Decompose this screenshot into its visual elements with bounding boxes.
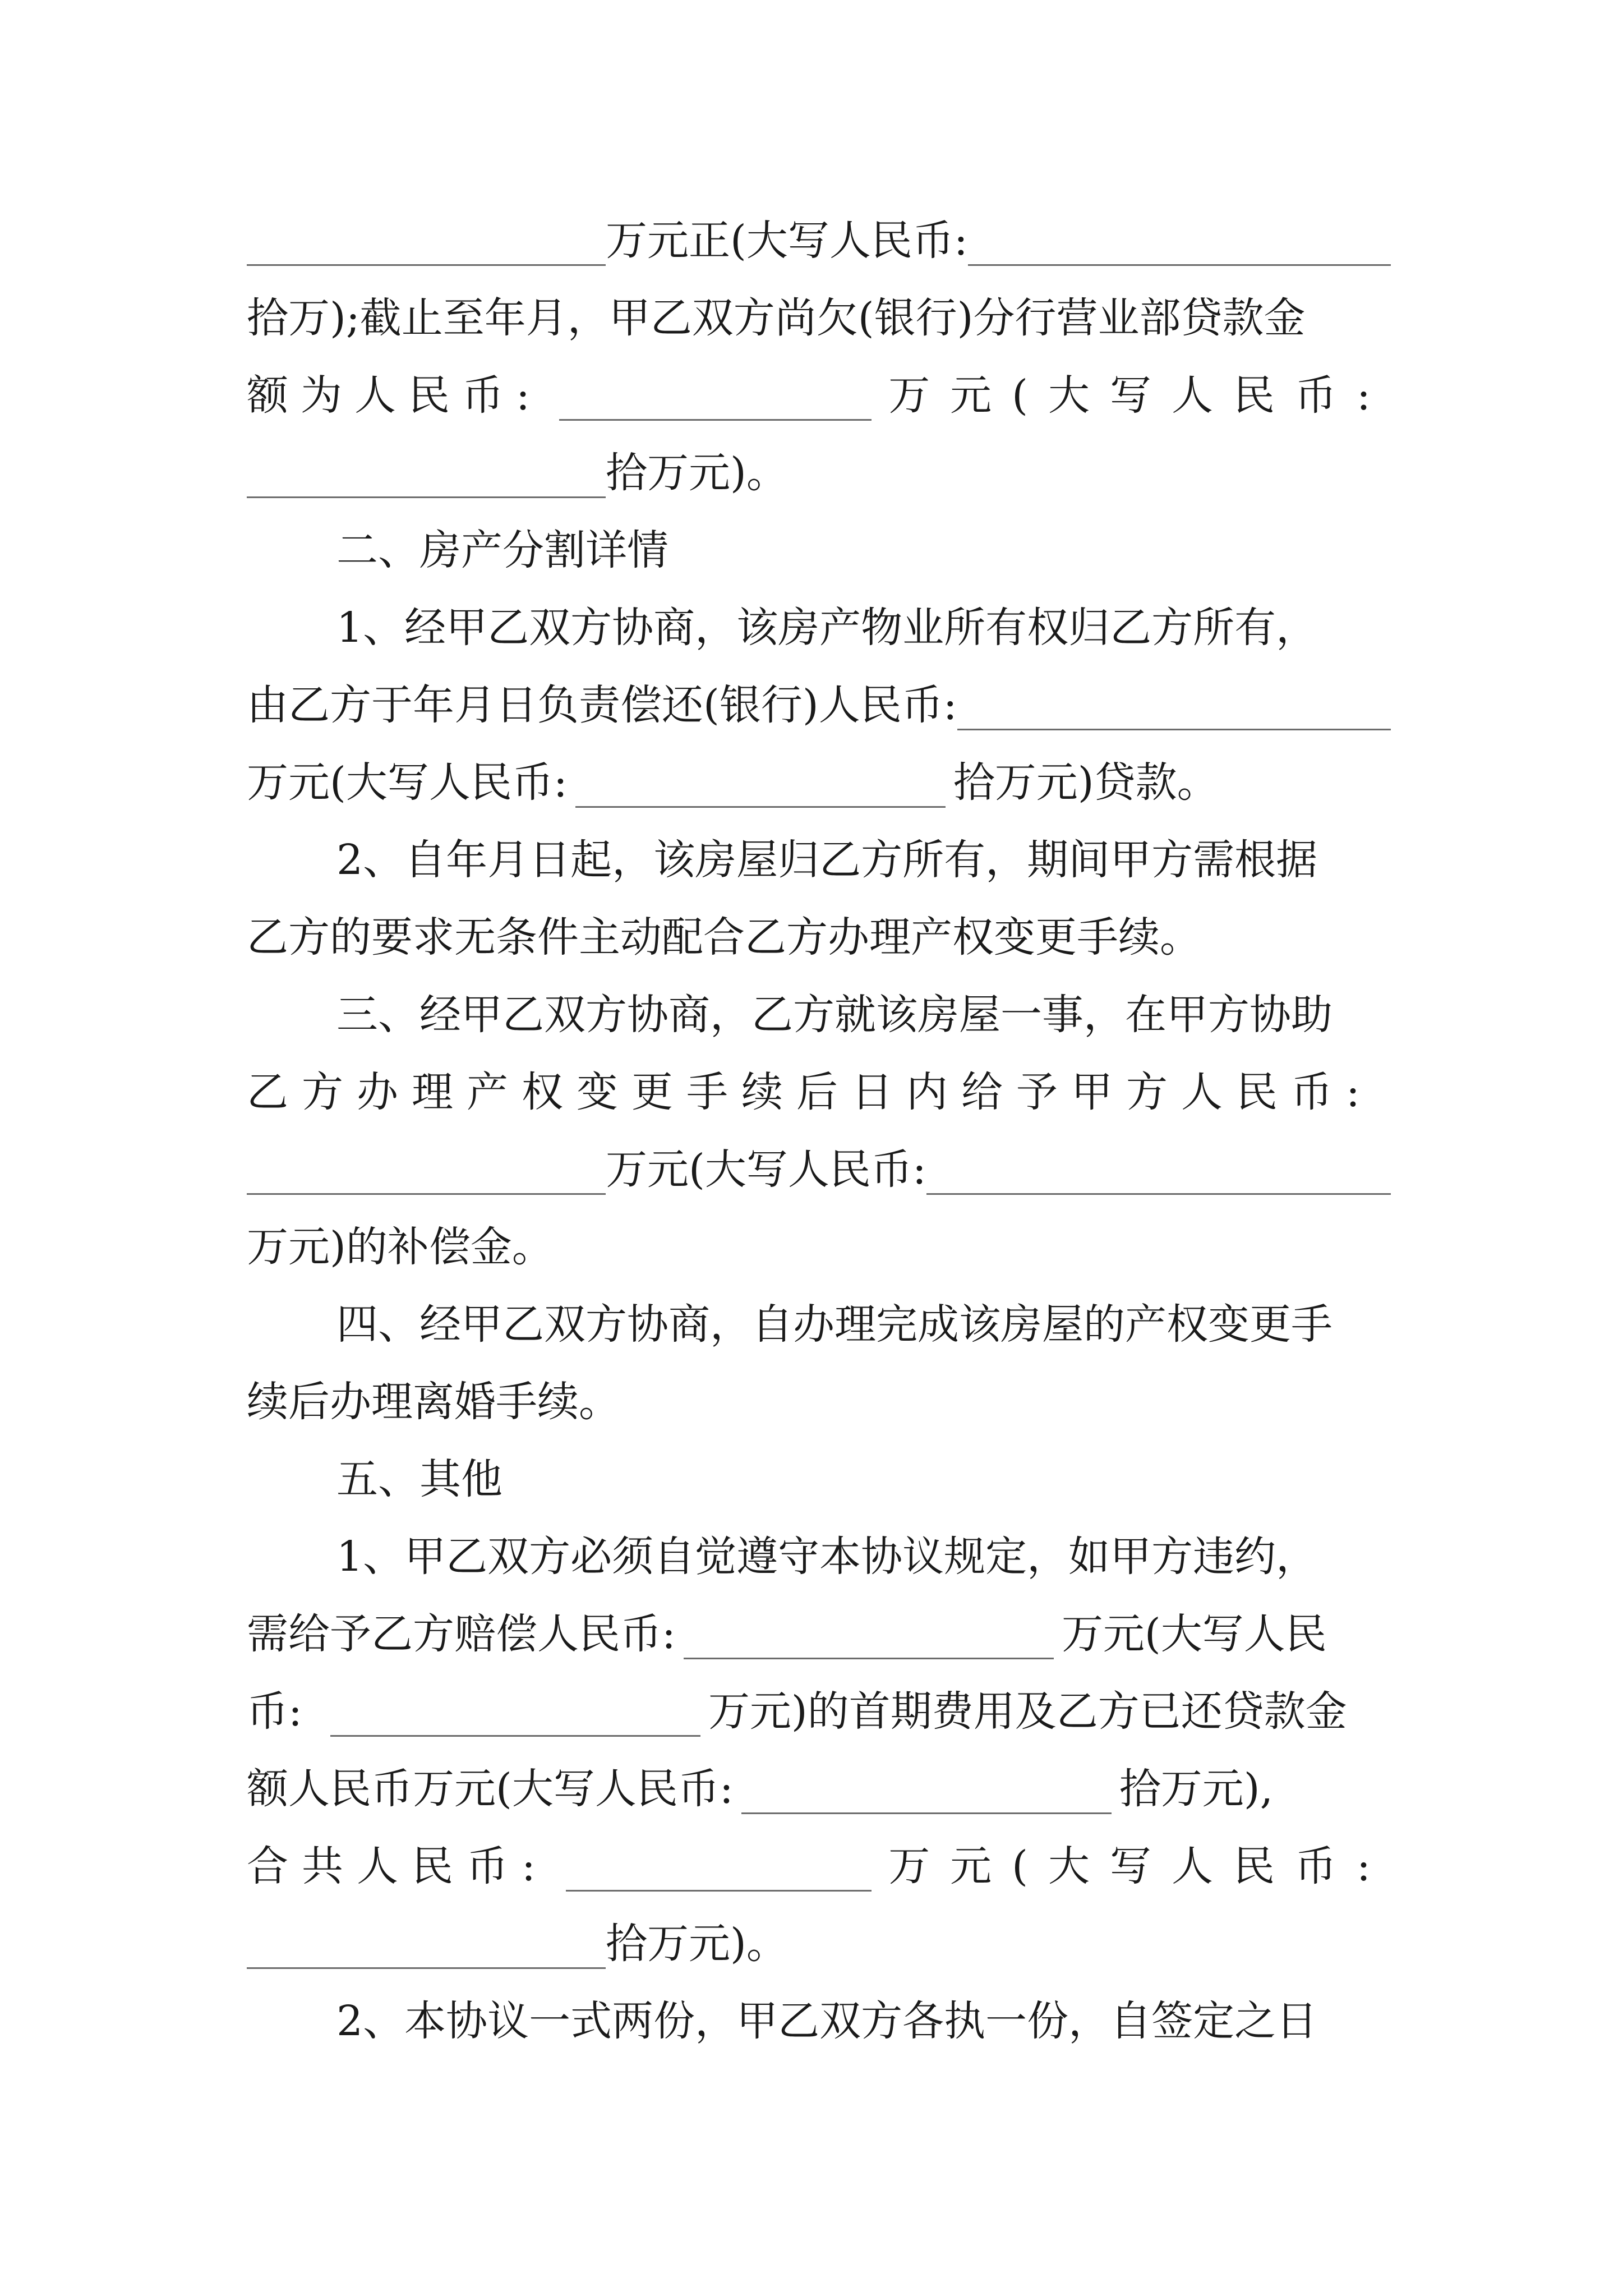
text-line: 乙方办理产权变更手续后日内给予甲方人民币: bbox=[247, 1068, 1373, 1116]
text-line: 拾万);截止至年月，甲乙双方尚欠(银行)分行营业部贷款金 bbox=[247, 294, 1306, 342]
fill-blank[interactable] bbox=[330, 1686, 700, 1737]
text-segment: 万元(大写人民币: bbox=[888, 371, 1391, 420]
text-segment: 万元)的首期费用及乙方已还贷款金 bbox=[708, 1687, 1347, 1736]
fill-blank[interactable] bbox=[957, 680, 1391, 730]
fill-blank[interactable] bbox=[247, 1144, 606, 1195]
fill-blank[interactable] bbox=[247, 215, 606, 266]
text-line: 1、甲乙双方必须自觉遵守本协议规定，如甲方违约， bbox=[336, 1533, 1318, 1581]
text-line: 万元)的补偿金。 bbox=[247, 1223, 554, 1271]
text-line: 2、自年月日起，该房屋归乙方所有，期间甲方需根据 bbox=[336, 836, 1318, 884]
fill-blank[interactable] bbox=[247, 1918, 606, 1969]
text-segment: 额为人民币: bbox=[247, 371, 542, 420]
text-segment: 拾万元)贷款。 bbox=[953, 758, 1219, 807]
fill-blank[interactable] bbox=[684, 1609, 1054, 1659]
fill-blank[interactable] bbox=[566, 1841, 872, 1892]
text-line bbox=[247, 434, 1391, 512]
text-segment: 拾万元)。 bbox=[606, 449, 788, 497]
section-heading: 二、房产分割详情 bbox=[336, 526, 668, 574]
text-line: 续后办理离婚手续。 bbox=[247, 1378, 620, 1426]
section-heading: 五、其他 bbox=[336, 1455, 502, 1503]
fill-blank[interactable] bbox=[968, 215, 1391, 266]
text-segment: 币: bbox=[247, 1687, 302, 1736]
text-segment: 拾万元), bbox=[1119, 1765, 1274, 1813]
text-line bbox=[247, 202, 1391, 279]
text-line bbox=[247, 1131, 1391, 1208]
text-segment: 由乙方于年月日负责偿还(银行)人民币: bbox=[247, 681, 957, 729]
text-line bbox=[247, 1828, 1391, 1905]
text-segment: 万元(大写人民币: bbox=[888, 1842, 1391, 1890]
text-line: 2、本协议一式两份，甲乙双方各执一份，自签定之日 bbox=[336, 1997, 1318, 2045]
text-segment: 万元(大写人民 bbox=[1061, 1610, 1327, 1658]
section-heading: 三、经甲乙双方协商，乙方就该房屋一事，在甲方协助 bbox=[336, 991, 1332, 1039]
text-segment: 额人民币万元(大写人民币: bbox=[247, 1765, 734, 1813]
text-segment: 万元(大写人民币: bbox=[606, 1145, 926, 1194]
fill-blank[interactable] bbox=[741, 1764, 1112, 1814]
text-segment: 万元正(大写人民币: bbox=[606, 217, 968, 265]
section-heading: 四、经甲乙双方协商，自办理完成该房屋的产权变更手 bbox=[336, 1300, 1332, 1349]
text-segment: 合共人民币: bbox=[247, 1842, 549, 1890]
text-line bbox=[247, 1595, 1391, 1673]
fill-blank[interactable] bbox=[575, 757, 946, 808]
document-page bbox=[247, 202, 1391, 2060]
text-segment: 万元(大写人民币: bbox=[247, 758, 568, 807]
text-segment: 需给予乙方赔偿人民币: bbox=[247, 1610, 676, 1658]
fill-blank[interactable] bbox=[926, 1144, 1391, 1195]
text-line bbox=[247, 1905, 1391, 1982]
text-segment: 拾万元)。 bbox=[606, 1920, 788, 1968]
text-line bbox=[247, 357, 1391, 434]
text-line bbox=[247, 1750, 1391, 1828]
text-line bbox=[247, 666, 1391, 744]
text-line bbox=[247, 744, 1391, 821]
text-line: 乙方的要求无条件主动配合乙方办理产权变更手续。 bbox=[247, 913, 1201, 961]
text-line: 1、经甲乙双方协商，该房产物业所有权归乙方所有， bbox=[336, 604, 1318, 652]
fill-blank[interactable] bbox=[247, 448, 606, 498]
fill-blank[interactable] bbox=[559, 370, 872, 421]
text-line bbox=[247, 1673, 1391, 1750]
